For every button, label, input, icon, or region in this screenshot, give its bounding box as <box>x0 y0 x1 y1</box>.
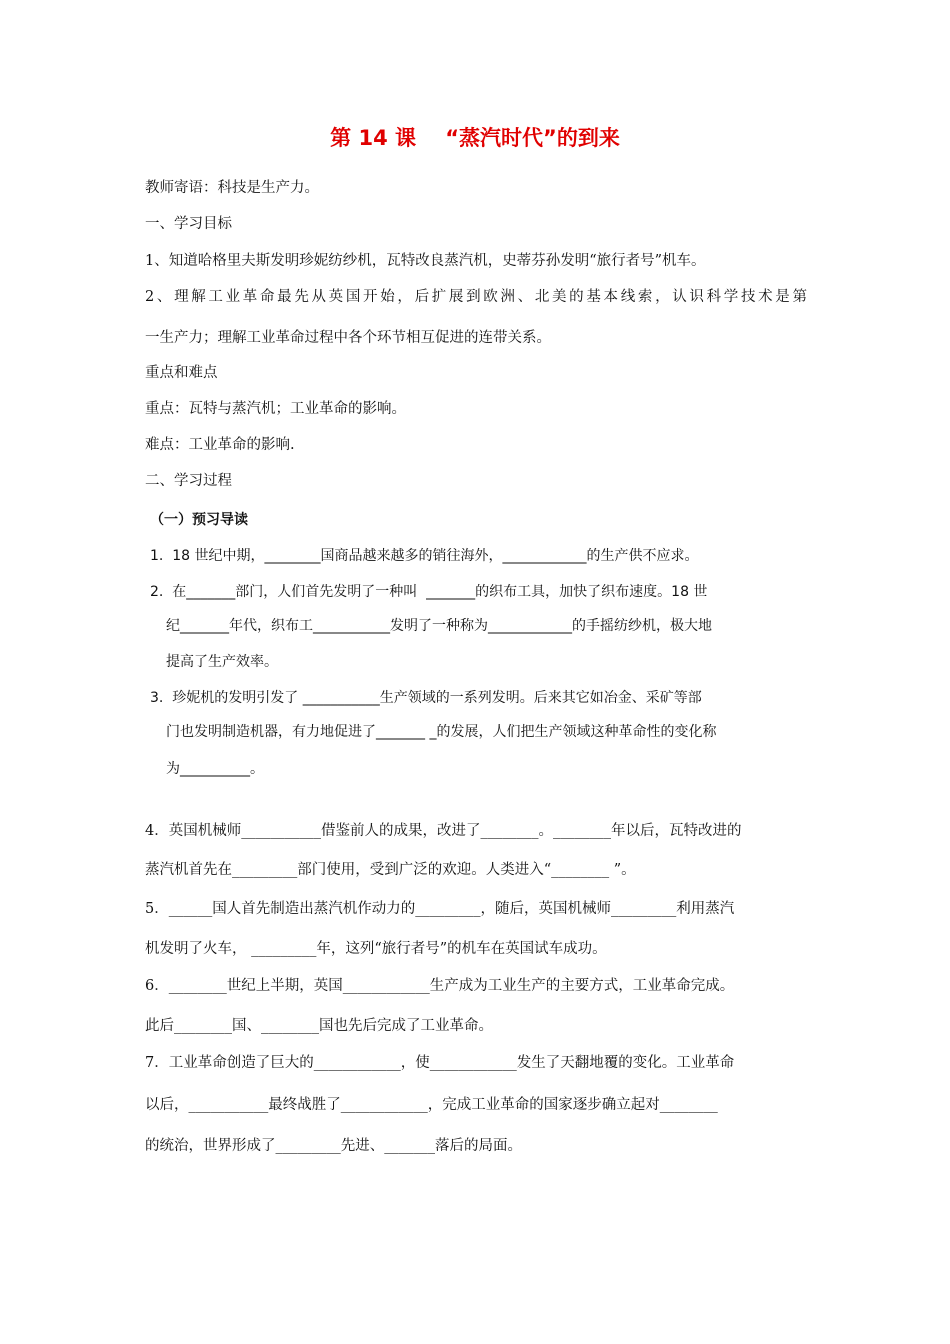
keypoints-heading: 重点和难点 <box>145 365 218 381</box>
question-6-line-2: 此后________国、________国也先后完成了工业革命。 <box>145 1018 493 1034</box>
section-heading-goals: 一、学习目标 <box>145 216 232 232</box>
goal-2-line-1: 2、理解工业革命最先从英国开始，后扩展到欧洲、北美的基本线索，认识科学技术是第 <box>145 289 807 305</box>
question-6-line-1: 6．________世纪上半期，英国____________生产成为工业生产的主要方式，工业革命完成。 <box>145 978 735 994</box>
difficult-point: 难点：工业革命的影响. <box>145 437 295 453</box>
sub-heading-preview: （一）预习导读 <box>150 512 248 528</box>
question-2-line-3: 提高了生产效率。 <box>166 654 278 670</box>
page-title: 第 14 课 “蒸汽时代”的到来 <box>330 126 620 150</box>
question-3-line-1: 3. 珍妮机的发明引发了 ___________生产领域的一系列发明。后来其它如冶金、采矿等部 <box>150 690 702 706</box>
question-7-line-1: 7．工业革命创造了巨大的____________，使____________发生了天翻地覆的变化。工业革命 <box>145 1055 735 1071</box>
question-5-line-2: 机发明了火车， _________年，这列“旅行者号”的机车在英国试车成功。 <box>145 941 607 957</box>
key-point: 重点：瓦特与蒸汽机；工业革命的影响。 <box>145 401 406 417</box>
question-3-line-3: 为__________。 <box>166 761 264 777</box>
goal-2-line-2: 一生产力；理解工业革命过程中各个环节相互促进的连带关系。 <box>145 330 551 346</box>
question-3-line-2: 门也发明制造机器，有力地促进了_______ _的发展，人们把生产领域这种革命性的变化称 <box>166 724 717 740</box>
section-heading-process: 二、学习过程 <box>145 473 232 489</box>
question-7-line-3: 的统治，世界形成了_________先进、_______落后的局面。 <box>145 1138 522 1154</box>
question-4-line-1: 4．英国机械师___________借鉴前人的成果，改进了________。________年以后，瓦特改进的 <box>145 823 742 839</box>
teacher-motto: 教师寄语：科技是生产力。 <box>145 180 319 196</box>
question-7-line-2: 以后，___________最终战胜了____________，完成工业革命的国家逐步确立起对________ <box>145 1097 718 1113</box>
question-5-line-1: 5．______国人首先制造出蒸汽机作动力的_________，随后，英国机械师_________利用蒸汽 <box>145 901 735 917</box>
question-2-line-1: 2. 在_______部门，人们首先发明了一种叫 _______的织布工具，加快了织布速度。18 世 <box>150 584 708 600</box>
question-1: 1. 18 世纪中期，________国商品越来越多的销往海外，____________的生产供不应求。 <box>150 548 699 564</box>
question-2-line-2: 纪_______年代，织布工___________发明了一种称为____________的手摇纺纱机，极大地 <box>166 618 712 634</box>
question-4-line-2: 蒸汽机首先在_________部门使用，受到广泛的欢迎。人类进入“________ ”。 <box>145 862 636 878</box>
goal-1: 1、知道哈格里夫斯发明珍妮纺纱机，瓦特改良蒸汽机，史蒂芬孙发明“旅行者号”机车。 <box>145 253 706 269</box>
